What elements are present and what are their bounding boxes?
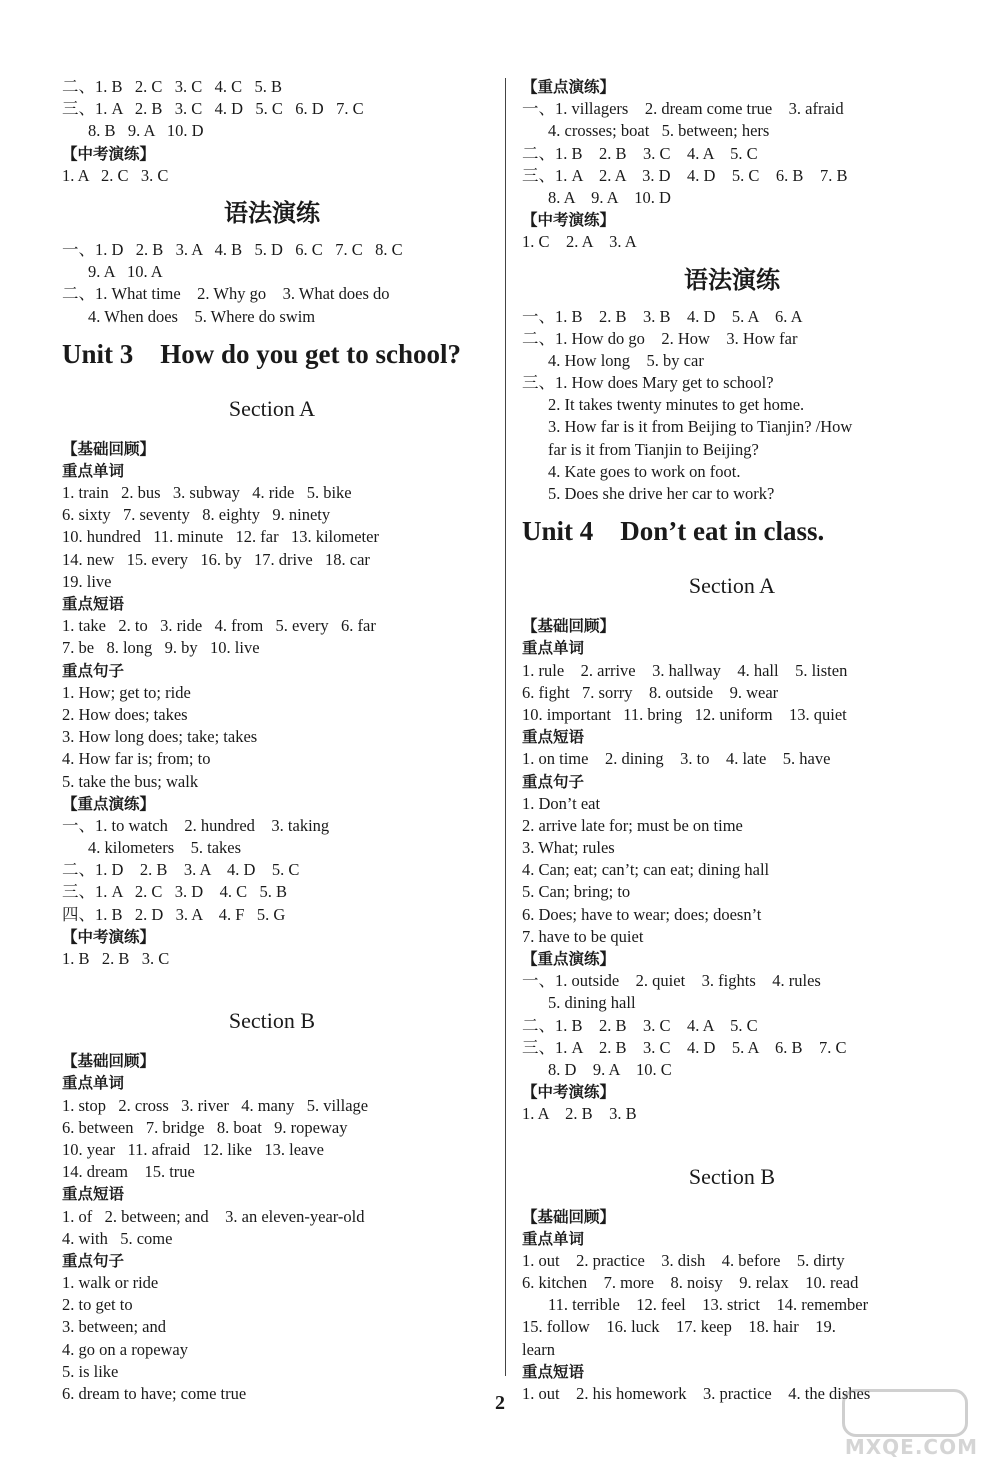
answer-line: 1. Don’t eat (522, 793, 601, 813)
answer-line: 1. on time 2. dining 3. to 4. late 5. have (522, 749, 831, 769)
answer-line: 6. Does; have to wear; does; doesn’t (522, 904, 762, 924)
answer-line: 2. to get to (62, 1295, 133, 1315)
answer-line: 2. arrive late for; must be on time (522, 815, 743, 835)
subheading: 重点单词 (522, 1229, 585, 1248)
section-bracket-heading: 【中考演练】 (522, 211, 616, 230)
section-title: Section A (688, 573, 776, 599)
grammar-practice-heading: 语法演练 (224, 198, 320, 227)
answer-line: 6. fight 7. sorry 8. outside 9. wear (522, 682, 779, 702)
left-column (62, 76, 482, 1405)
column-divider (505, 78, 506, 1376)
answer-line-indented: 4. How long 5. by car (548, 350, 704, 370)
answer-line-indented: 5. Does she drive her car to work? (548, 484, 775, 503)
subheading: 重点短语 (62, 1185, 125, 1204)
answer-line: 7. be 8. long 9. by 10. live (62, 638, 260, 658)
subheading: 重点短语 (522, 1362, 585, 1381)
answer-line: 1. stop 2. cross 3. river 4. many 5. village (62, 1095, 369, 1115)
subheading: 重点单词 (62, 461, 125, 480)
answer-line: 三、1. How does Mary get to school? (522, 373, 774, 393)
answer-line: 三、1. A 2. B 3. C 4. D 5. A 6. B 7. C (522, 1037, 847, 1057)
answer-line: 5. Can; bring; to (522, 882, 631, 902)
answer-line: 二、1. How do go 2. How 3. How far (522, 328, 798, 348)
subheading: 重点句子 (62, 1251, 125, 1270)
answer-line: 1. C 2. A 3. A (522, 232, 637, 252)
answer-line: 3. What; rules (522, 838, 615, 858)
answer-line: 1. train 2. bus 3. subway 4. ride 5. bike (62, 483, 352, 503)
subheading: 重点单词 (522, 639, 585, 658)
answer-line: 1. A 2. B 3. B (522, 1104, 637, 1124)
answer-line: 1. rule 2. arrive 3. hallway 4. hall 5. listen (522, 660, 848, 680)
page-number: 2 (495, 1392, 505, 1414)
answer-line: 4. How far is; from; to (62, 749, 211, 769)
answer-line: 3. between; and (62, 1317, 167, 1337)
answer-line-indented: 8. B 9. A 10. D (88, 121, 204, 141)
answer-line: learn (522, 1339, 555, 1359)
answer-line: 二、1. What time 2. Why go 3. What does do (62, 284, 390, 304)
answer-line: 1. of 2. between; and 3. an eleven-year-old (62, 1206, 365, 1226)
answer-line: 二、1. D 2. B 3. A 4. D 5. C (62, 860, 300, 880)
answer-line: 二、1. B 2. C 3. C 4. C 5. B (62, 77, 283, 96)
section-bracket-heading: 【基础回顾】 (62, 439, 156, 458)
answer-line: 1. out 2. his homework 3. practice 4. the dishes (522, 1384, 871, 1403)
answer-line: 一、1. D 2. B 3. A 4. B 5. D 6. C 7. C 8. C (62, 239, 403, 259)
answer-line: 6. dream to have; come true (62, 1384, 247, 1403)
spacer (522, 1126, 942, 1148)
watermark-text: MXQE.COM (844, 1435, 978, 1459)
answer-line: 1. A 2. C 3. C (62, 165, 169, 185)
answer-line: 7. have to be quiet (522, 926, 644, 946)
answer-line: 三、1. A 2. A 3. D 4. D 5. C 6. B 7. B (522, 165, 848, 185)
answer-line: 一、1. B 2. B 3. B 4. D 5. A 6. A (522, 306, 803, 326)
watermark-badge-icon (842, 1389, 968, 1437)
answer-line: 10. important 11. bring 12. uniform 13. quiet (522, 704, 847, 724)
answer-line-indented: 2. It takes twenty minutes to get home. (548, 395, 805, 415)
answer-line-indented: 9. A 10. A (88, 262, 163, 282)
answer-line: 2. How does; takes (62, 704, 188, 724)
section-title: Section B (228, 1008, 316, 1034)
answer-line: 10. year 11. afraid 12. like 13. leave (62, 1139, 324, 1159)
section-bracket-heading: 【中考演练】 (522, 1083, 616, 1102)
answer-line-indented: 3. How far is it from Beijing to Tianjin? /How (548, 417, 853, 437)
section-bracket-heading: 【中考演练】 (62, 927, 156, 946)
watermark-logo (838, 1389, 978, 1459)
answer-line-indented: 4. crosses; boat 5. between; hers (548, 121, 770, 141)
section-title: Section A (228, 395, 316, 421)
answer-line-indented: 4. When does 5. Where do swim (88, 306, 316, 326)
answer-line: 4. with 5. come (62, 1228, 173, 1248)
subheading: 重点短语 (522, 728, 585, 747)
answer-line: 10. hundred 11. minute 12. far 13. kilometer (62, 527, 379, 547)
section-bracket-heading: 【重点演练】 (522, 950, 616, 968)
section-bracket-heading: 【基础回顾】 (522, 617, 616, 636)
section-bracket-heading: 【中考演练】 (62, 144, 156, 163)
answer-line-indented: 4. kilometers 5. takes (88, 838, 242, 858)
subheading: 重点句子 (62, 661, 125, 680)
answer-line: 三、1. A 2. C 3. D 4. C 5. B (62, 882, 288, 902)
answer-line: 5. is like (62, 1361, 119, 1381)
answer-line: 一、1. to watch 2. hundred 3. taking (62, 815, 330, 835)
answer-line: 19. live (62, 571, 112, 591)
answer-line-indented: 5. dining hall (548, 993, 636, 1013)
answer-line-indented: 8. A 9. A 10. D (548, 187, 671, 207)
answer-line: 1. How; get to; ride (62, 682, 191, 702)
right-column (522, 76, 942, 1405)
spacer (62, 970, 482, 992)
answer-line: 一、1. villagers 2. dream come true 3. afraid (522, 99, 844, 119)
answer-line: 4. Can; eat; can’t; can eat; dining hall (522, 860, 770, 880)
answer-line: 15. follow 16. luck 17. keep 18. hair 19. (522, 1317, 836, 1337)
section-title: Section B (688, 1163, 776, 1189)
subheading: 重点单词 (62, 1074, 125, 1093)
answer-line: 四、1. B 2. D 3. A 4. F 5. G (62, 904, 286, 924)
answer-line: 二、1. B 2. B 3. C 4. A 5. C (522, 143, 758, 163)
subheading: 重点短语 (62, 595, 125, 613)
subheading: 重点句子 (522, 772, 585, 791)
section-bracket-heading: 【基础回顾】 (522, 1207, 616, 1226)
answer-line: 14. new 15. every 16. by 17. drive 18. car (62, 549, 370, 569)
answer-line: 二、1. B 2. B 3. C 4. A 5. C (522, 1015, 758, 1035)
answer-line: 14. dream 15. true (62, 1162, 195, 1182)
unit-title: Unit 3 How do you get to school? (62, 338, 462, 369)
answer-line: 3. How long does; take; takes (62, 727, 258, 747)
unit-title: Unit 4 Don’t eat in class. (522, 516, 825, 547)
section-bracket-heading: 【重点演练】 (522, 78, 616, 96)
answer-line: 6. kitchen 7. more 8. noisy 9. relax 10. read (522, 1273, 859, 1293)
answer-line-indented: 8. D 9. A 10. C (548, 1059, 672, 1079)
answer-line-indented: 11. terrible 12. feel 13. strict 14. remember (548, 1295, 869, 1315)
answer-line: 1. out 2. practice 3. dish 4. before 5. dirty (522, 1250, 845, 1270)
answer-line: 一、1. outside 2. quiet 3. fights 4. rules (522, 971, 821, 991)
answer-line-indented: far is it from Tianjin to Beijing? (548, 439, 759, 459)
answer-line: 1. take 2. to 3. ride 4. from 5. every 6. far (62, 616, 376, 636)
answer-line-indented: 4. Kate goes to work on foot. (548, 461, 741, 481)
answer-line: 4. go on a ropeway (62, 1339, 189, 1359)
answer-line: 三、1. A 2. B 3. C 4. D 5. C 6. D 7. C (62, 99, 364, 119)
section-bracket-heading: 【重点演练】 (62, 794, 156, 813)
answer-line: 1. walk or ride (62, 1273, 159, 1293)
answer-line: 6. sixty 7. seventy 8. eighty 9. ninety (62, 505, 331, 525)
answer-line: 5. take the bus; walk (62, 771, 199, 791)
section-bracket-heading: 【基础回顾】 (62, 1052, 156, 1071)
answer-line: 6. between 7. bridge 8. boat 9. ropeway (62, 1117, 348, 1137)
answer-line: 1. B 2. B 3. C (62, 949, 170, 968)
grammar-practice-heading: 语法演练 (684, 265, 780, 294)
